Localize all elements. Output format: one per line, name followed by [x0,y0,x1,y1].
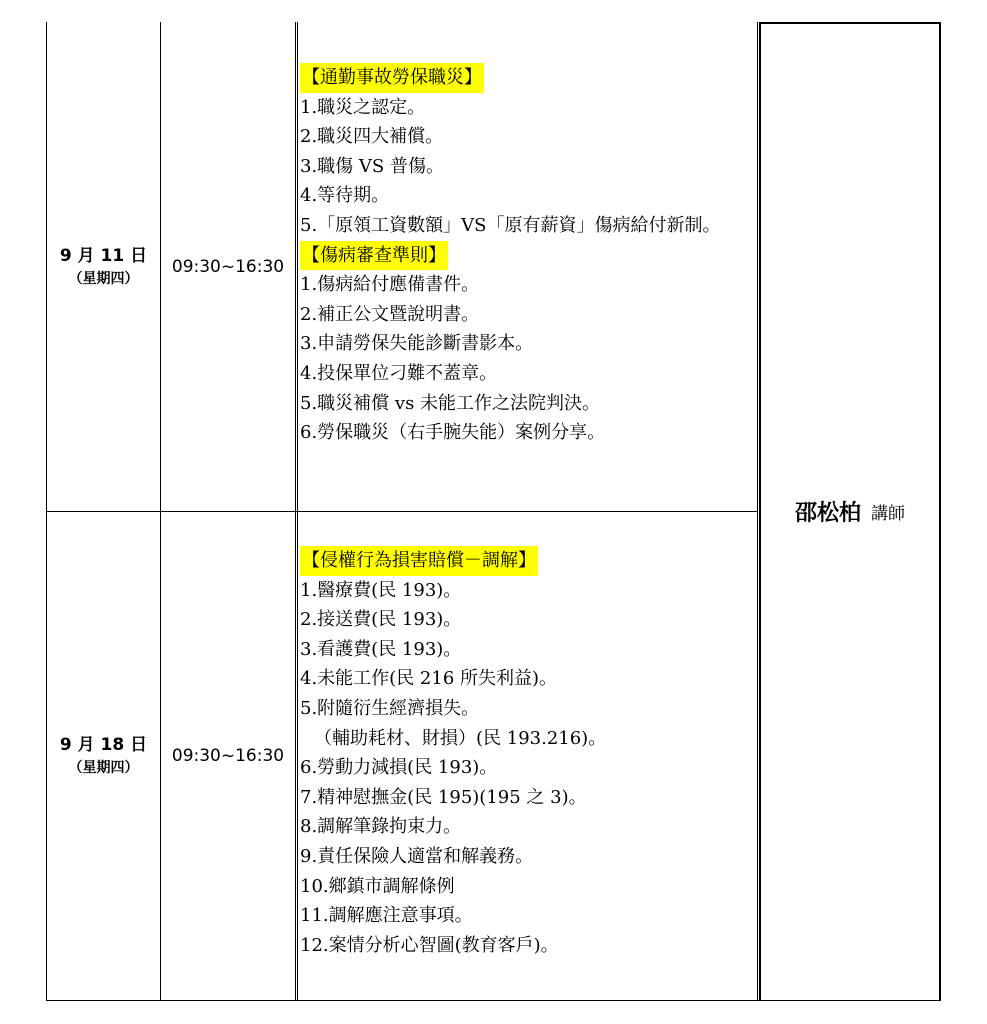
list-item: 1.傷病給付應備書件。 [300,274,480,296]
section-heading: 【通勤事故勞保職災】 [300,63,484,93]
row-1-time-cell [161,22,295,511]
list-item: 5.職災補償 vs 未能工作之法院判決。 [300,392,601,414]
list-item: 4.未能工作(民 216 所失利益)。 [300,668,558,690]
list-item: （輔助耗材、財損）(民 193.216)。 [314,727,607,749]
instructor-title: 講師 [871,504,905,524]
session-weekday: （星期四） [68,270,139,287]
list-item: 6.勞動力減損(民 193)。 [300,757,498,779]
row-2-time-cell [161,512,295,1000]
list-item: 4.投保單位刁難不蓋章。 [300,362,498,384]
row-1-date-cell [47,22,160,511]
list-item: 2.職災四大補償。 [300,126,444,148]
list-item: 3.看護費(民 193)。 [300,638,462,660]
list-item: 7.精神慰撫金(民 195)(195 之 3)。 [300,786,587,808]
list-item: 8.調解筆錄拘束力。 [300,816,462,838]
list-item: 11.調解應注意事項。 [300,905,473,927]
session-date: 9 月 11 日 [59,245,148,266]
list-item: 2.補正公文暨說明書。 [300,303,480,325]
list-item: 2.接送費(民 193)。 [300,609,462,631]
section-heading: 【傷病審查準則】 [300,241,448,271]
list-item: 1.醫療費(民 193)。 [300,579,462,601]
list-item: 4.等待期。 [300,185,390,207]
list-item: 9.責任保險人適當和解義務。 [300,845,534,867]
list-item: 5.附隨衍生經濟損失。 [300,697,480,719]
session-time: 09:30~16:30 [171,256,285,277]
session-date: 9 月 18 日 [59,735,148,755]
list-item: 12.案情分析心智圖(教育客戶)。 [300,934,559,956]
row-2-date-cell [47,512,160,1000]
list-item: 3.職傷 VS 普傷。 [300,155,444,177]
list-item: 6.勞保職災（右手腕失能）案例分享。 [300,422,606,444]
list-item: 10.鄉鎮市調解條例 [300,875,455,897]
list-item: 5.「原領工資數額」VS「原有薪資」傷病給付新制。 [300,214,721,236]
instructor-cell [760,22,940,1001]
session-time: 09:30~16:30 [171,746,285,766]
list-item: 1.職災之認定。 [300,96,426,118]
row-1-content [300,63,752,448]
section-heading: 【侵權行為損害賠償－調解】 [300,546,538,576]
session-weekday: （星期四） [68,760,139,776]
row-2-content [300,546,606,960]
instructor-name: 邵松柏 [794,501,861,526]
list-item: 3.申請勞保失能診斷書影本。 [300,333,534,355]
